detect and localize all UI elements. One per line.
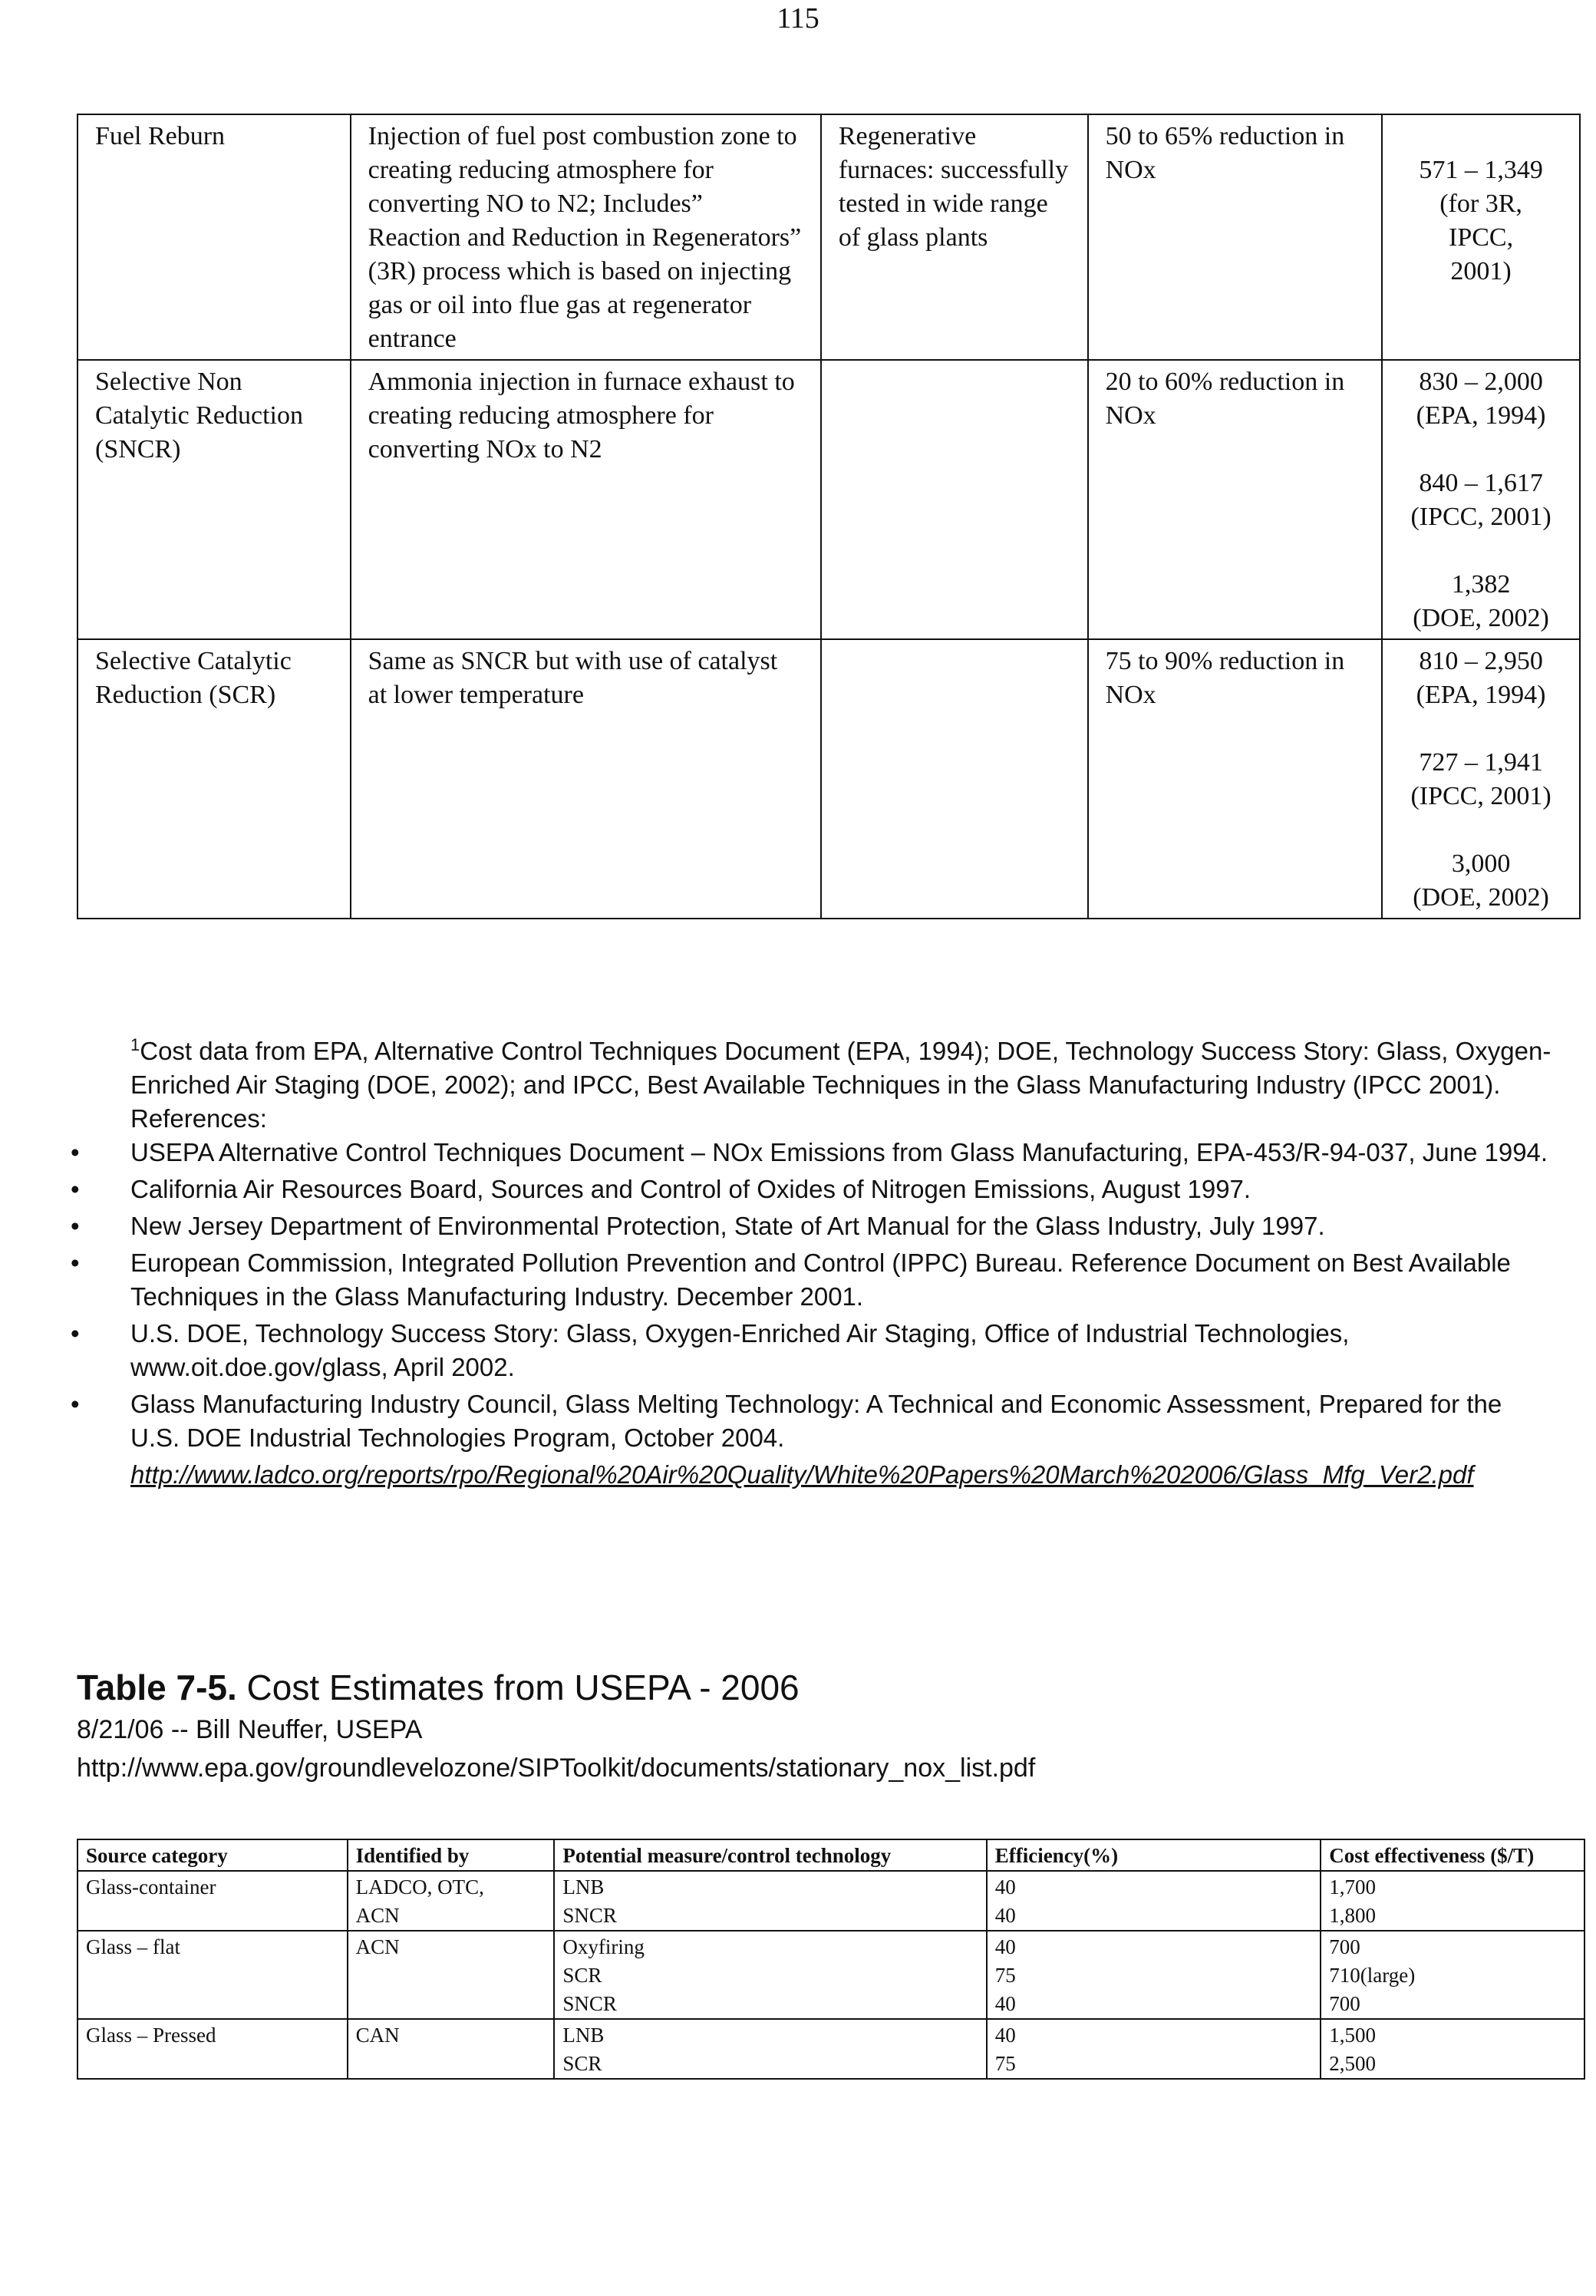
reference-text: Glass Manufacturing Industry Council, Glass Melting Technology: A Technical and Economic Assessment, Prepared for the U.S. DOE Industrial Technologies Program, October 2004. — [130, 1390, 1502, 1452]
row-cost-effectiveness-line: 710(large) — [1329, 1964, 1416, 1987]
row-identified-by — [348, 1931, 555, 2019]
reference-item — [71, 1136, 1558, 1169]
row-control-measures-line: SCR — [562, 2052, 602, 2075]
footnotes — [71, 1028, 1558, 1492]
technique-row — [77, 114, 1580, 360]
row-source-category: Glass-container — [77, 1871, 348, 1931]
bullet-icon: • — [71, 1212, 80, 1240]
table-7-5-source-url: http://www.epa.gov/groundlevelozone/SIPToolkit/documents/stationary_nox_list.pdf — [77, 1753, 1036, 1783]
table-7-5-number: Table 7-5. — [77, 1668, 237, 1707]
row-source-category: Glass – flat — [77, 1931, 348, 2019]
reference-text: New Jersey Department of Environmental Protection, State of Art Manual for the Glass Industry, July 1997. — [130, 1212, 1325, 1240]
cost-entry — [1387, 365, 1575, 433]
row-efficiency — [987, 1931, 1321, 2019]
row-cost-effectiveness-line: 2,500 — [1329, 2052, 1377, 2075]
cost-source: (DOE, 2002) — [1413, 604, 1549, 632]
row-cost-effectiveness-line: 1,500 — [1329, 2024, 1377, 2047]
technique-name: Fuel Reburn — [77, 114, 351, 360]
row-control-measures — [554, 1871, 986, 1931]
technique-cost — [1382, 114, 1580, 360]
technique-efficiency: 20 to 60% reduction in NOx — [1088, 360, 1383, 639]
cost-entry — [1387, 645, 1575, 712]
reference-text: European Commission, Integrated Pollution Prevention and Control (IPPC) Bureau. Reference Document on Best Available Techniques in the Glass Manufacturing Industry. December 2001. — [130, 1249, 1511, 1311]
reference-text: USEPA Alternative Control Techniques Document – NOx Emissions from Glass Manufacturing, EPA-453/R-94-037, June 1994. — [130, 1138, 1548, 1166]
usepa-table-header-row — [77, 1839, 1584, 1871]
cost-value: 571 – 1,349 — [1419, 156, 1543, 184]
technique-application — [821, 360, 1088, 639]
technique-row — [77, 639, 1580, 919]
row-identified-by-line: ACN — [355, 1935, 400, 1958]
row-efficiency-line: 40 — [994, 1935, 1016, 1958]
row-cost-effectiveness-line: 1,700 — [1329, 1875, 1377, 1898]
cost-value: 3,000 — [1451, 849, 1511, 878]
bullet-icon: • — [71, 1249, 80, 1277]
row-cost-effectiveness-line: 700 — [1329, 1992, 1360, 2015]
reference-text: California Air Resources Board, Sources and Control of Oxides of Nitrogen Emissions, August 1997. — [130, 1175, 1251, 1203]
row-control-measures-line: LNB — [562, 1875, 605, 1898]
footnote-text: Cost data from EPA, Alternative Control Techniques Document (EPA, 1994); DOE, Technology Success Story: Glass, Oxygen-Enriched Air Staging (DOE, 2002); and IPCC, Best Available Techniques in the Glass Manufacturing Industry (IPCC 2001). — [130, 1037, 1551, 1099]
reference-item — [71, 1317, 1558, 1384]
cost-source: (EPA, 1994) — [1416, 681, 1546, 709]
page-number: 115 — [777, 2, 819, 35]
row-cost-effectiveness-line: 700 — [1329, 1935, 1360, 1958]
row-control-measures-line: SNCR — [562, 1992, 617, 2015]
cost-entry — [1387, 746, 1575, 813]
row-identified-by — [348, 1871, 555, 1931]
technique-efficiency: 75 to 90% reduction in NOx — [1088, 639, 1383, 919]
row-control-measures-line: LNB — [562, 2024, 605, 2047]
row-control-measures — [554, 1931, 986, 2019]
cost-source: (IPCC, 2001) — [1410, 782, 1551, 810]
references-label: References: — [130, 1104, 267, 1133]
technique-description: Injection of fuel post combustion zone to creating reducing atmosphere for converting NO to N2; Includes” Reaction and Reduction in Regenerators” (3R) process which is based on injecting gas or oil into flue gas at regenerator entrance — [351, 114, 821, 360]
row-cost-effectiveness — [1321, 2019, 1584, 2079]
row-identified-by — [348, 2019, 555, 2079]
cost-value: 830 – 2,000 — [1419, 368, 1543, 396]
header-potential-measure: Potential measure/control technology — [554, 1839, 986, 1871]
table-row — [77, 1931, 1584, 2019]
cost-source: (EPA, 1994) — [1416, 401, 1546, 430]
footnote-marker: 1 — [130, 1035, 140, 1054]
ladco-report-link[interactable]: http://www.ladco.org/reports/rpo/Regional%20Air%20Quality/White%20Papers%20March%202006/Glass_Mfg_Ver2.pdf — [130, 1460, 1474, 1489]
row-source-category: Glass – Pressed — [77, 2019, 348, 2079]
cost-entry — [1387, 847, 1575, 915]
row-efficiency-line: 75 — [994, 2052, 1016, 2075]
table-7-5-caption: Cost Estimates from USEPA - 2006 — [236, 1668, 800, 1707]
technique-application: Regenerative furnaces: successfully tested in wide range of glass plants — [821, 114, 1088, 360]
technique-name: Selective Non Catalytic Reduction (SNCR) — [77, 360, 351, 639]
row-identified-by-line: ACN — [355, 1904, 400, 1927]
technique-cost — [1382, 360, 1580, 639]
header-identified-by: Identified by — [348, 1839, 555, 1871]
technique-cost — [1382, 639, 1580, 919]
row-efficiency-line: 40 — [994, 1904, 1016, 1927]
row-cost-effectiveness — [1321, 1871, 1584, 1931]
row-control-measures-line: Oxyfiring — [562, 1935, 645, 1958]
header-source-category: Source category — [77, 1839, 348, 1871]
row-efficiency — [987, 2019, 1321, 2079]
cost-value: 810 – 2,950 — [1419, 647, 1543, 675]
cost-footnote — [130, 1028, 1558, 1102]
cost-entry — [1387, 153, 1575, 289]
bullet-icon: • — [71, 1390, 80, 1418]
reference-item — [71, 1246, 1558, 1314]
row-efficiency-line: 40 — [994, 1875, 1016, 1898]
row-control-measures-line: SNCR — [562, 1904, 617, 1927]
bullet-icon: • — [71, 1138, 80, 1166]
technique-description: Ammonia injection in furnace exhaust to creating reducing atmosphere for converting NOx to N2 — [351, 360, 821, 639]
usepa-cost-table — [77, 1839, 1585, 2080]
table-7-5-subtitle: 8/21/06 -- Bill Neuffer, USEPA — [77, 1715, 423, 1744]
row-efficiency-line: 40 — [994, 1992, 1016, 2015]
row-cost-effectiveness — [1321, 1931, 1584, 2019]
cost-value: 840 – 1,617 — [1419, 469, 1543, 497]
technique-description: Same as SNCR but with use of catalyst at lower temperature — [351, 639, 821, 919]
cost-source: (for 3R, IPCC, 2001) — [1439, 190, 1522, 285]
reference-item — [71, 1173, 1558, 1206]
technique-application — [821, 639, 1088, 919]
references-list — [71, 1136, 1558, 1455]
row-efficiency-line: 75 — [994, 1964, 1016, 1987]
cost-entry — [1387, 467, 1575, 534]
technique-row — [77, 360, 1580, 639]
table-7-5-title — [77, 1665, 800, 1710]
cost-value: 727 – 1,941 — [1419, 748, 1543, 777]
technique-efficiency: 50 to 65% reduction in NOx — [1088, 114, 1383, 360]
control-techniques-table — [77, 114, 1581, 919]
reference-item — [71, 1387, 1558, 1455]
row-control-measures — [554, 2019, 986, 2079]
bullet-icon: • — [71, 1319, 80, 1348]
cost-source: (DOE, 2002) — [1413, 883, 1549, 912]
reference-item — [71, 1209, 1558, 1243]
row-control-measures-line: SCR — [562, 1964, 602, 1987]
cost-value: 1,382 — [1451, 570, 1511, 599]
row-efficiency — [987, 1871, 1321, 1931]
header-efficiency: Efficiency(%) — [987, 1839, 1321, 1871]
row-identified-by-line: CAN — [355, 2024, 400, 2047]
bullet-icon: • — [71, 1175, 80, 1203]
table-row — [77, 1871, 1584, 1931]
cost-source: (IPCC, 2001) — [1410, 503, 1551, 531]
technique-name: Selective Catalytic Reduction (SCR) — [77, 639, 351, 919]
header-cost-effectiveness: Cost effectiveness ($/T) — [1321, 1839, 1584, 1871]
row-cost-effectiveness-line: 1,800 — [1329, 1904, 1377, 1927]
cost-entry — [1387, 568, 1575, 635]
reference-text: U.S. DOE, Technology Success Story: Glass, Oxygen-Enriched Air Staging, Office of Industrial Technologies, www.oit.doe.gov/glass, April 2002. — [130, 1319, 1350, 1381]
row-identified-by-line: LADCO, OTC, — [355, 1875, 484, 1898]
table-row — [77, 2019, 1584, 2079]
row-efficiency-line: 40 — [994, 2024, 1016, 2047]
